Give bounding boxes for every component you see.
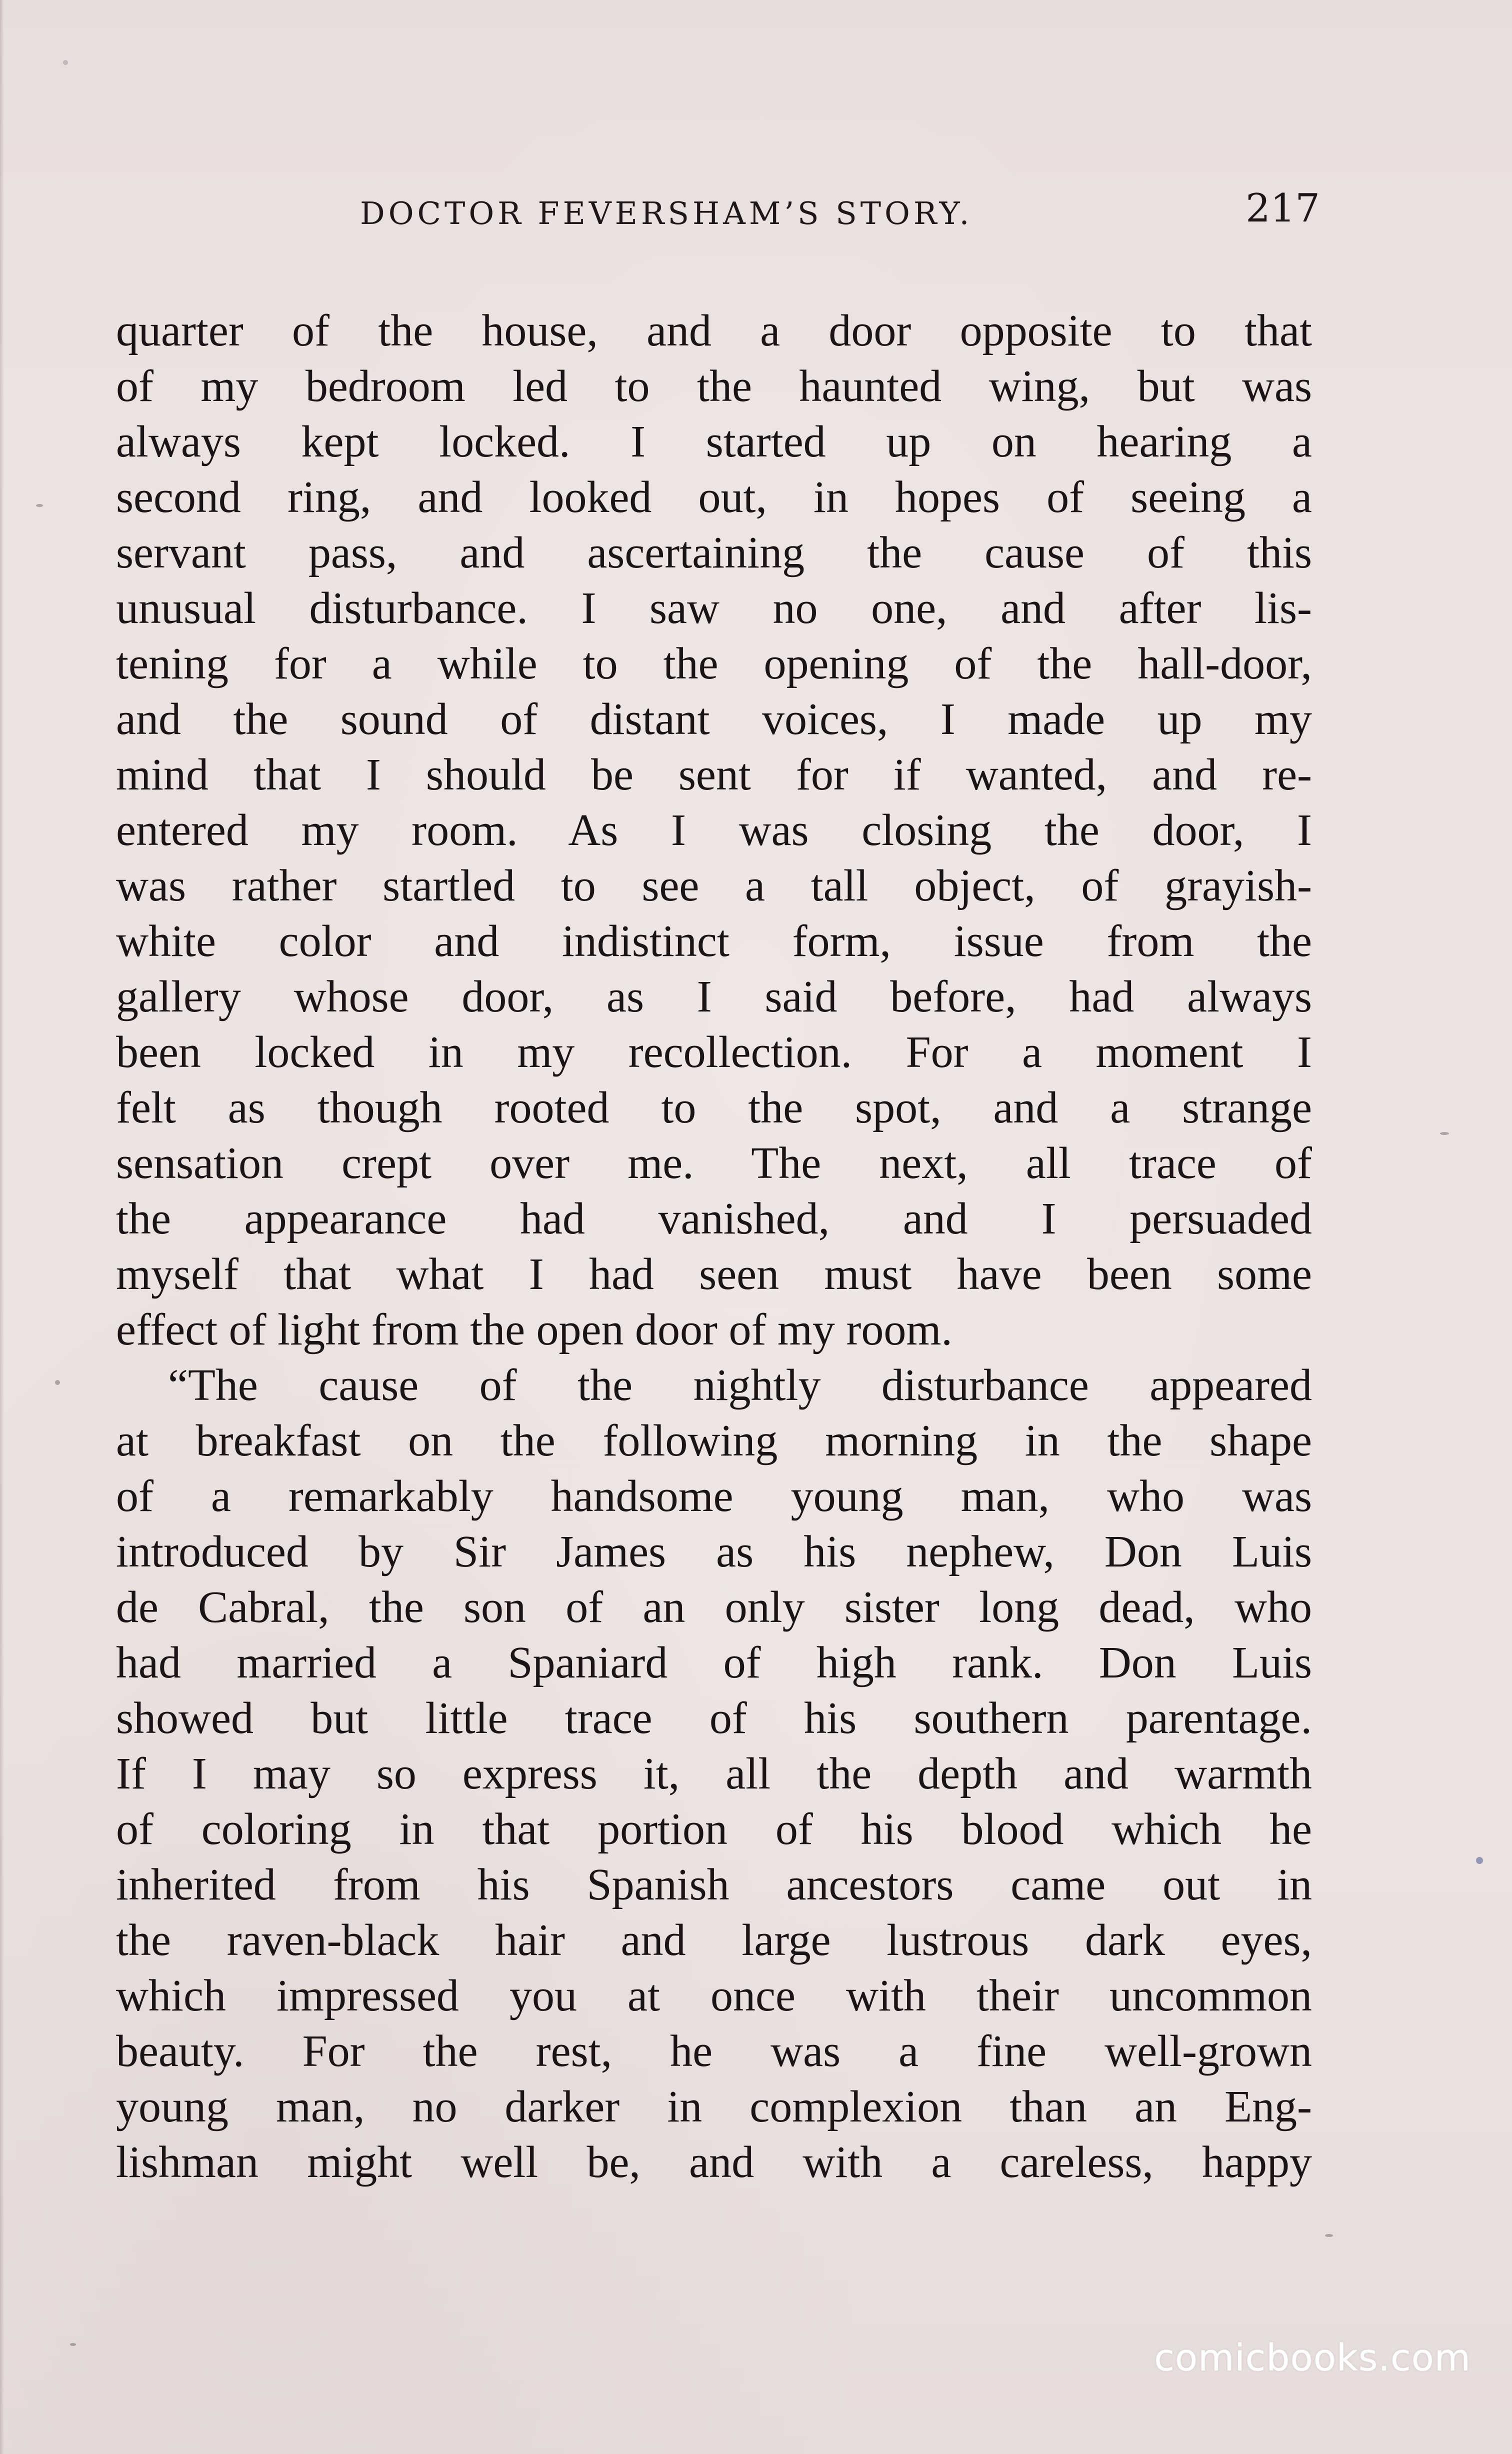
text-line: the raven-black hair and large lustrous dark eyes,	[116, 1916, 1312, 1965]
text-line: servant pass, and ascertaining the cause of this	[116, 528, 1312, 578]
text-line: quarter of the house, and a door opposite to that	[116, 306, 1312, 356]
paragraph-end-line: effect of light from the open door of my room.	[116, 1305, 952, 1354]
text-line: and the sound of distant voices, I made up my	[116, 694, 1312, 744]
text-line: felt as though rooted to the spot, and a strange	[116, 1083, 1312, 1132]
text-line: always kept locked. I started up on hearing a	[116, 417, 1312, 466]
paper-speck	[63, 60, 68, 65]
text-line: had married a Spaniard of high rank. Don Luis	[116, 1638, 1312, 1688]
paper-speck	[55, 1380, 60, 1385]
paper-speck	[1325, 2234, 1333, 2237]
text-line: mind that I should be sent for if wanted, and re-	[116, 750, 1312, 800]
paper-speck	[70, 2343, 76, 2346]
text-line: sensation crept over me. The next, all trace of	[116, 1138, 1312, 1188]
paper-speck	[36, 504, 43, 507]
page-edge-shadow	[0, 0, 4, 2454]
text-line: white color and indistinct form, issue from the	[116, 916, 1312, 966]
text-line: was rather startled to see a tall object, of grayish-	[116, 861, 1312, 910]
text-line: showed but little trace of his southern parentage.	[116, 1694, 1312, 1743]
text-line: gallery whose door, as I said before, had always	[116, 972, 1312, 1022]
text-line: which impressed you at once with their uncommon	[116, 1971, 1312, 2020]
paragraph-start-line: “The cause of the nightly disturbance appeared	[168, 1360, 1312, 1410]
page-number: 217	[1246, 186, 1320, 231]
watermark: comicbooks.com	[1154, 2336, 1471, 2380]
text-line: beauty. For the rest, he was a fine well-grown	[116, 2026, 1312, 2076]
text-line: of a remarkably handsome young man, who was	[116, 1472, 1312, 1521]
text-line: at breakfast on the following morning in the shape	[116, 1416, 1312, 1466]
text-line: lishman might well be, and with a careless, happy	[116, 2138, 1312, 2187]
text-line: second ring, and looked out, in hopes of seeing a	[116, 472, 1312, 522]
text-line: of my bedroom led to the haunted wing, but was	[116, 362, 1312, 411]
paper-speck	[1440, 1132, 1449, 1135]
text-line: young man, no darker in complexion than an Eng-	[116, 2082, 1312, 2132]
text-line: been locked in my recollection. For a moment I	[116, 1028, 1312, 1077]
running-head: DOCTOR FEVERSHAM’S STORY.	[360, 195, 973, 232]
page-header	[0, 186, 1512, 264]
text-line: If I may so express it, all the depth and warmth	[116, 1749, 1312, 1798]
text-line: de Cabral, the son of an only sister long dead, who	[116, 1582, 1312, 1632]
text-line: introduced by Sir James as his nephew, Don Luis	[116, 1527, 1312, 1576]
text-line: the appearance had vanished, and I persuaded	[116, 1194, 1312, 1244]
text-line: inherited from his Spanish ancestors came out in	[116, 1860, 1312, 1910]
body-text	[116, 303, 1312, 2187]
text-line: unusual disturbance. I saw no one, and after lis-	[116, 584, 1312, 633]
text-line: myself that what I had seen must have been some	[116, 1250, 1312, 1299]
text-line: entered my room. As I was closing the door, I	[116, 806, 1312, 855]
text-line: of coloring in that portion of his blood which he	[116, 1804, 1312, 1854]
paper-speck	[1476, 1857, 1483, 1864]
text-line: tening for a while to the opening of the hall-door,	[116, 639, 1312, 688]
